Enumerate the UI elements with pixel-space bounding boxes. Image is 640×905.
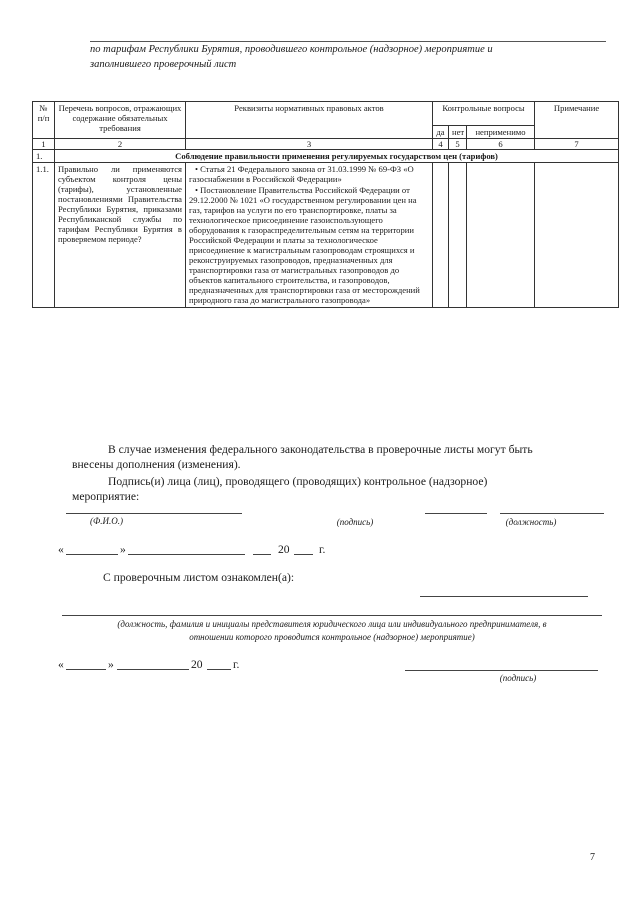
- date2-year-suffix: г.: [233, 658, 240, 671]
- signature-intro-1: Подпись(и) лица (лиц), проводящего (проводящих) контрольное (надзорное): [108, 475, 488, 488]
- date1-year-suffix: г.: [319, 543, 326, 556]
- position-line[interactable]: [500, 513, 604, 514]
- note-cell[interactable]: [535, 163, 619, 308]
- header-line-2: заполнившего проверочный лист: [90, 59, 237, 70]
- date2-day-field[interactable]: [66, 669, 106, 670]
- answer-na-cell[interactable]: [467, 163, 535, 308]
- date1-year-prefix: 20: [278, 543, 290, 556]
- date2-open-quote: «: [58, 658, 64, 671]
- col-number: 4: [433, 139, 449, 150]
- act-item: • Статья 21 Федерального закона от 31.03.1999 № 69-ФЗ «О газоснабжении в Российской Федерации»: [189, 164, 414, 184]
- header-line-1: по тарифам Республики Бурятия, проводившего контрольное (надзорное) мероприятие и: [90, 44, 493, 55]
- position-caption: (должность): [505, 517, 557, 527]
- header-question: Перечень вопросов, отражающих содержание обязательных требования: [55, 102, 186, 139]
- date1-open-quote: «: [58, 543, 64, 556]
- col-number: 6: [467, 139, 535, 150]
- subheader-no: нет: [449, 126, 467, 139]
- representative-caption-1: (должность, фамилия и инициалы представителя юридического лица или индивидуального предпринимателя, в: [117, 619, 547, 629]
- header-note: Примечание: [535, 102, 619, 139]
- col-number: 5: [449, 139, 467, 150]
- header-acts: Реквизиты нормативных правовых актов: [186, 102, 433, 139]
- date1-close-quote: »: [120, 543, 126, 556]
- date1-month-field[interactable]: [128, 554, 245, 555]
- col-number: 1: [33, 139, 55, 150]
- row-acts: [186, 163, 433, 308]
- signature-caption: (подпись): [336, 517, 374, 527]
- answer-no-cell[interactable]: [449, 163, 467, 308]
- subheader-na: неприменимо: [467, 126, 535, 139]
- amendment-text-1: В случае изменения федерального законодательства в проверочные листы могут быть: [108, 443, 533, 456]
- col-number: 2: [55, 139, 186, 150]
- table-number-row: [33, 139, 619, 150]
- date1-extra-field[interactable]: [253, 554, 271, 555]
- checklist-table: [32, 101, 619, 308]
- representative-caption-2: отношении которого проводится контрольное (надзорное) мероприятие): [189, 632, 475, 642]
- page-number: 7: [590, 852, 595, 863]
- header-control: Контрольные вопросы: [433, 102, 535, 126]
- section-title: Соблюдение правильности применения регулируемых государством цен (тарифов): [55, 150, 619, 163]
- acquainted-short-line[interactable]: [420, 596, 588, 597]
- section-number: 1.: [33, 150, 55, 163]
- date2-year-field[interactable]: [207, 669, 231, 670]
- table-row: [33, 163, 619, 308]
- date2-close-quote: »: [108, 658, 114, 671]
- act-item: • Постановление Правительства Российской Федерации от 29.12.2000 № 1021 «О государственном регулировании цен на газ, тарифов на услуги по его транспортировке, платы за технологическое присоединение газоиспользующего оборудования к газораспределительным сетям на территории Российской Федерации и платы за технологическое присоединение к магистральным газопроводам строящихся и реконструируемых газопроводов, предназначенных для транспортировки газа от магистральных газопроводов до объектов капитального строительства, и газопроводов, предназначенных для транспортировки газа от месторождений природного газа до магистрального газопровода»: [189, 185, 420, 305]
- date2-month-field[interactable]: [117, 669, 189, 670]
- signature2-line[interactable]: [405, 670, 598, 671]
- signature-line[interactable]: [425, 513, 487, 514]
- col-number: 7: [535, 139, 619, 150]
- table-section-row: [33, 150, 619, 163]
- table-header-row: [33, 102, 619, 126]
- acquainted-label: С проверочным листом ознакомлен(а):: [103, 571, 295, 584]
- date1-day-field[interactable]: [66, 554, 118, 555]
- signature-intro-2: мероприятие:: [72, 490, 140, 503]
- answer-yes-cell[interactable]: [433, 163, 449, 308]
- signature2-caption: (подпись): [499, 673, 537, 683]
- representative-line[interactable]: [62, 615, 602, 616]
- subheader-yes: да: [433, 126, 449, 139]
- col-number: 3: [186, 139, 433, 150]
- fio-caption: (Ф.И.О.): [90, 516, 123, 526]
- fio-line[interactable]: [66, 513, 242, 514]
- row-number: 1.1.: [33, 163, 55, 308]
- header-num: № п/п: [33, 102, 55, 139]
- date1-year-field[interactable]: [294, 554, 313, 555]
- row-question: Правильно ли применяются субъектом контроля цены (тарифы), установленные постановлениями Правительства Республики Бурятия, приказами Республиканской службы по тарифам Республики Бурятия в проверяемом периоде?: [55, 163, 186, 308]
- header-rule: [90, 41, 606, 42]
- date2-year-prefix: 20: [191, 658, 203, 671]
- amendment-text-2: внесены дополнения (изменения).: [72, 458, 241, 471]
